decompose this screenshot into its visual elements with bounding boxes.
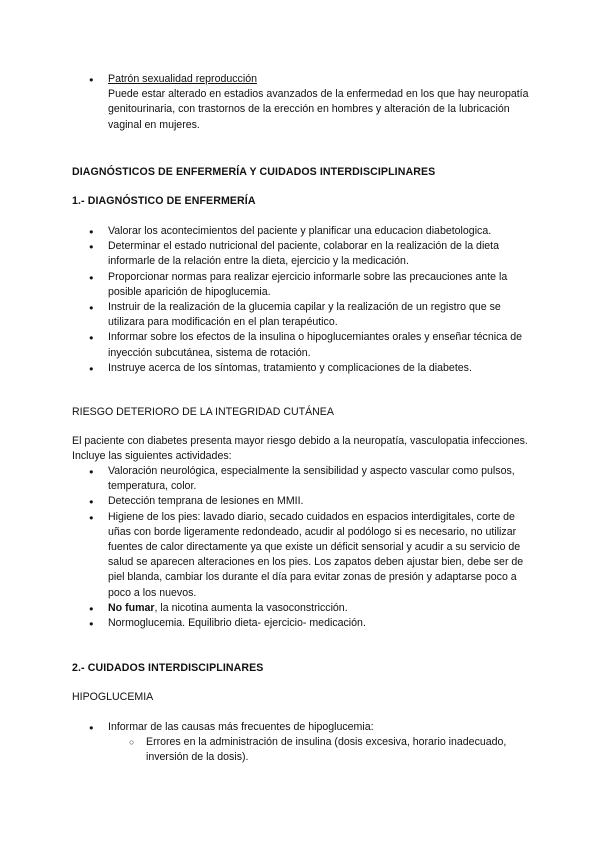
list-item: ● Informar de las causas más frecuentes de hipoglucemia: bbox=[72, 720, 532, 735]
list-item: ● Instruye acerca de los síntomas, tratamiento y complicaciones de la diabetes. bbox=[72, 361, 532, 376]
risk-list bbox=[72, 464, 532, 631]
risk-heading: RIESGO DETERIORO DE LA INTEGRIDAD CUTÁNEA bbox=[72, 406, 334, 418]
care-heading: 2.- CUIDADOS INTERDISCIPLINARES bbox=[72, 662, 264, 674]
care-subheading: HIPOGLUCEMIA bbox=[72, 691, 154, 703]
list-item: ● Valoración neurológica, especialmente la sensibilidad y aspecto vascular como pulsos, temperatura, color. bbox=[72, 464, 532, 494]
sub-list-item: ○ Errores en la administración de insulina (dosis excesiva, horario inadecuado, inversión de la dosis). bbox=[72, 735, 532, 765]
list-item: ● Valorar los acontecimientos del paciente y planificar una educacion diabetologica. bbox=[72, 224, 532, 239]
list-item bbox=[72, 601, 532, 616]
section-title: DIAGNÓSTICOS DE ENFERMERÍA Y CUIDADOS INTERDISCIPLINARES bbox=[72, 166, 436, 178]
list-item bbox=[72, 72, 532, 133]
no-smoke-rest: , la nicotina aumenta la vasoconstricción. bbox=[154, 601, 348, 614]
care-list bbox=[72, 720, 532, 766]
intro-list bbox=[72, 72, 532, 133]
no-smoke-bold: No fumar bbox=[108, 601, 155, 614]
list-item: ● Instruir de la realización de la glucemia capilar y la realización de un registro que se utilizara para modificación en el plan terapéutico. bbox=[72, 300, 532, 330]
list-item: ● Proporcionar normas para realizar ejercicio informarle sobre las precauciones ante la posible aparición de hipoglucemia. bbox=[72, 270, 532, 300]
list-item: ● Detección temprana de lesiones en MMII. bbox=[72, 494, 532, 509]
item-title: Patrón sexualidad reproducción bbox=[108, 73, 257, 85]
list-item: ● Normoglucemia. Equilibrio dieta- ejercicio- medicación. bbox=[72, 616, 532, 631]
dx-list bbox=[72, 224, 532, 376]
list-item: ● Informar sobre los efectos de la insulina o hipoglucemiantes orales y enseñar técnica de inyección subcutánea, sistema de rotación. bbox=[72, 330, 532, 360]
dx-heading: 1.- DIAGNÓSTICO DE ENFERMERÍA bbox=[72, 195, 256, 207]
risk-intro: El paciente con diabetes presenta mayor riesgo debido a la neuropatía, vasculopatia infecciones. Incluye las siguientes actividades: bbox=[72, 435, 528, 463]
list-item: ● Determinar el estado nutricional del paciente, colaborar en la realización de la dieta informarle de la relación entre la dieta, ejercicio y la medicación. bbox=[72, 239, 532, 269]
list-item: ● Higiene de los pies: lavado diario, secado cuidados en espacios interdigitales, corte de uñas con borde ligeramente redondeado, acudir al podólogo si es necesario, no utilizar fuentes de calor directamente ya que existe un déficit sensorial y acudir a su servicio de salud se aparecen alteraciones en los pies. Los zapatos deben ajustar bien, debe ser de piel blanda, cambiar los durante el día para evitar zonas de presión y adaptarse poco a poco a los nuevos. bbox=[72, 510, 532, 601]
item-text: Puede estar alterado en estadios avanzados de la enfermedad en los que hay neuropatía genitourinaria, con trastornos de la erección en hombres y alteración de la lubricación vaginal en mujeres. bbox=[108, 88, 529, 131]
